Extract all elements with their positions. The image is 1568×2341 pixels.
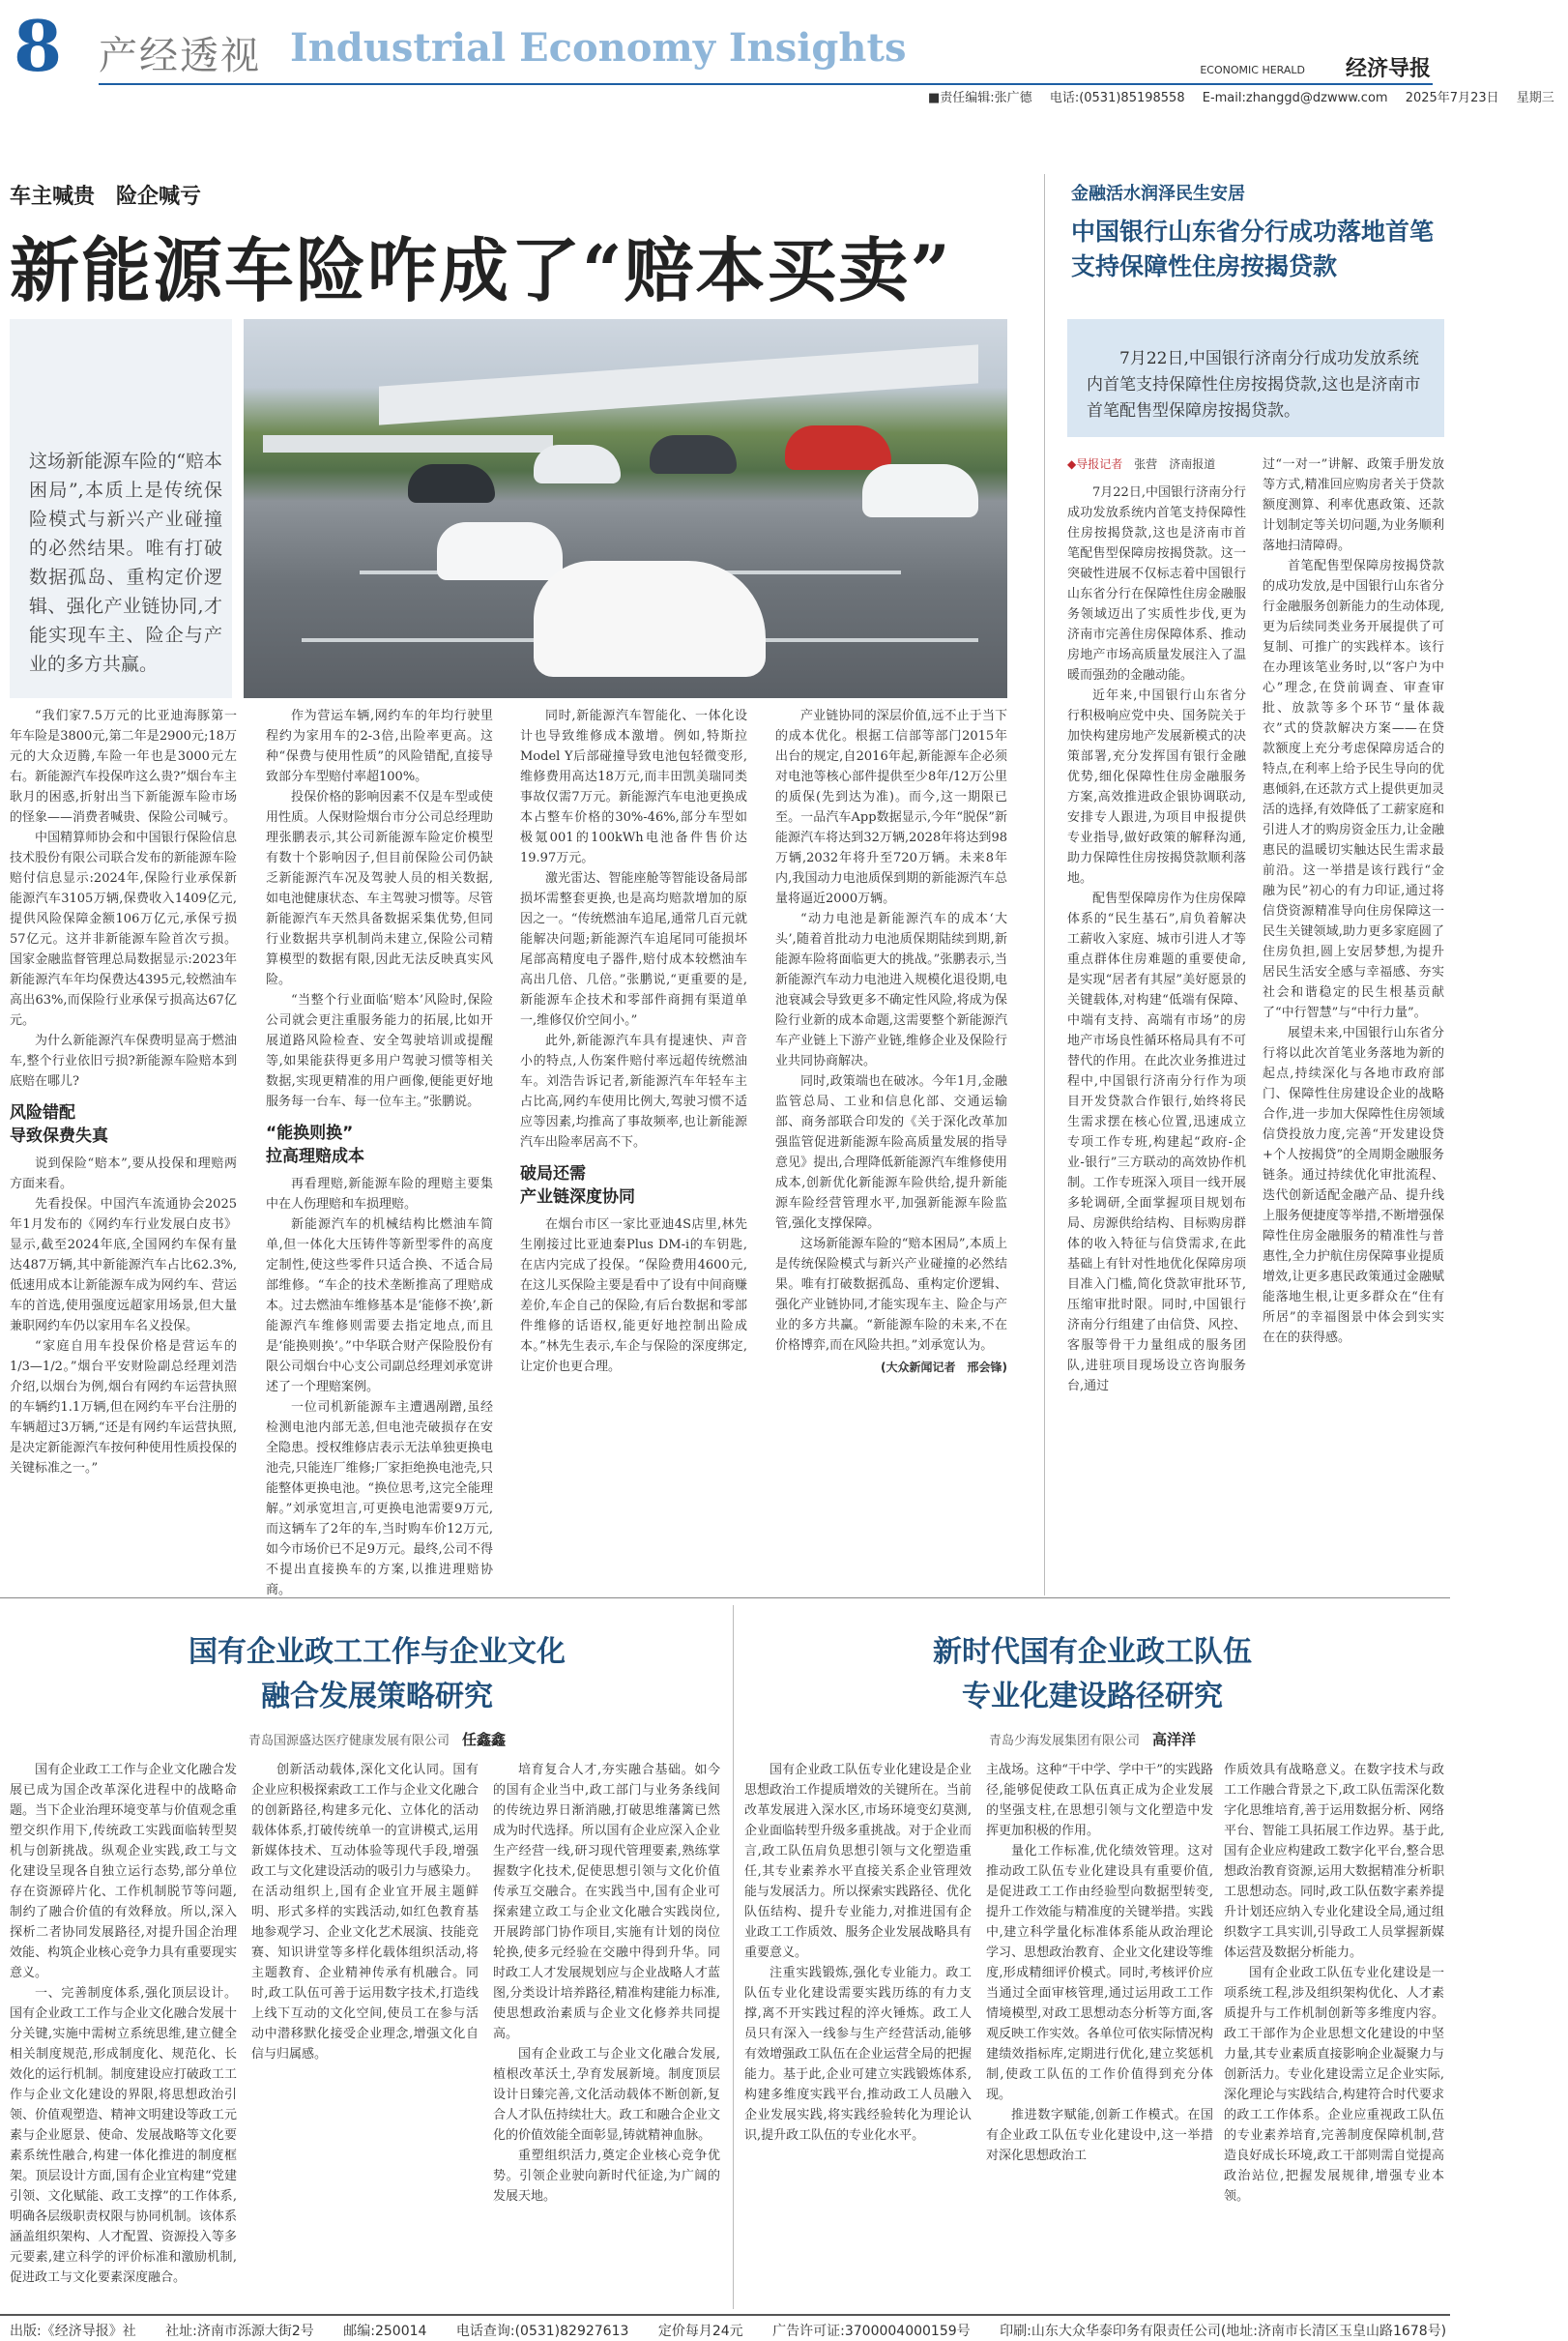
- date: 2025年7月23日: [1405, 91, 1499, 105]
- footer-bar: [0, 2314, 1450, 2341]
- section-title-en: Industrial Economy Insights: [290, 25, 907, 71]
- paragraph: 创新活动载体,深化文化认同。国有企业应积极探索政工工作与企业文化融合的创新路径,构建多元化、立体化的活动载体体系,打破传统单一的宣讲模式,运用新媒体技术、互动体验等现代手段,增强政工与文化建设活动的吸引力与感染力。在活动组织上,国有企业宜开展主题鲜明、形式多样的实践活动,如红色教育基地参观学习、企业文化艺术展演、技能竞赛、知识讲堂等多样化载体组织活动,将主题教育、企业精神传承有机融合。同时,政工队伍可善于运用数字技术,打造线上线下互动的文化空间,使员工在参与活动中潜移默化接受企业理念,增强文化自信与归属感。: [251, 1763, 479, 2062]
- author-org: 青岛国源盛达医疗健康发展有限公司: [247, 1734, 450, 1748]
- bottom-left-col-3: [493, 1760, 720, 2207]
- section-divider: [0, 1597, 1450, 1598]
- paragraph: “动力电池是新能源汽车的成本‘大头’,随着首批动力电池质保期陆续到期,新能源车险将面临更大的挑战。”张鹏表示,当新能源汽车动力电池进入规模化退役期,电池衰减会导致更多不确定性风险,将成为保险行业新的成本命题,这需要整个新能源汽车产业链上下游产业链,维修企业及保险行业共同协商解决。: [775, 912, 1007, 1068]
- photo-canopy: [379, 344, 978, 424]
- bottom-left-title: [29, 1630, 725, 1719]
- paragraph: 展望未来,中国银行山东省分行将以此次首笔业务落地为新的起点,持续深化与各地市政府部门、保障性住房建设企业的战略合作,进一步加大保障性住房领域信贷投放力度,完善“开发建设贷+个人按揭贷”的全周期金融服务链条。通过持续优化审批流程、迭代创新适配金融产品、提升线上服务便捷度等举措,不断增强保障性住房金融服务的精准性与普惠性,全力护航住房保障事业提质增效,让更多惠民政策通过金融赋能落地生根,让更多群众在“住有所居”的幸福图景中体会到实实在在的获得感。: [1263, 1026, 1444, 1345]
- column-divider: [1044, 174, 1045, 1595]
- masthead-rule: [99, 83, 1433, 85]
- subhead: 破局还需 产业链深度协同: [520, 1164, 635, 1207]
- paragraph: 先看投保。中国汽车流通协会2025年1月发布的《网约车行业发展白皮书》显示,截至2024年底,全国网约车保有量达487万辆,其中新能源汽车占比62.3%,低速用成本让新能源车成为网约车、营运车的首选,使用强度远超家用场景,但大量兼职网约车仍以家用车名义投保。: [10, 1197, 237, 1333]
- photo-car: [650, 435, 737, 474]
- photo-canopy: [263, 435, 553, 453]
- photo-car: [534, 445, 621, 483]
- title-line: 新时代国有企业政工队伍: [933, 1635, 1252, 1669]
- main-story-col-4: [775, 706, 1007, 1378]
- paragraph: 作为营运车辆,网约车的年均行驶里程约为家用车的2-3倍,出险率更高。这种“保费与使用性质”的风险错配,直接导致部分车型赔付率超100%。: [266, 709, 493, 784]
- paragraph: 说到保险“赔本”,要从投保和理赔两方面来看。: [10, 1156, 237, 1191]
- footer-phone: 电话查询:(0531)82927613: [455, 2324, 629, 2339]
- side-story-col-2: [1263, 454, 1444, 1348]
- footer-publisher: 出版:《经济导报》社: [10, 2324, 136, 2339]
- paper-name-cn: 经济导报: [1345, 57, 1431, 81]
- main-story-col-1: [10, 706, 237, 1478]
- side-story-kicker: 金融活水润泽民生安居: [1071, 184, 1245, 204]
- paragraph: 激光雷达、智能座舱等智能设备局部损坏需整套更换,也是高均赔款增加的原因之一。“传统燃油车追尾,通常几百元就能解决问题;新能源汽车追尾同可能损坏尾部高精度电子器件,赔付成本较燃油车高出几倍、几倍。”张鹏说,“更重要的是,新能源车企技术和零部件商拥有渠道单一,维修仅价空间小。”: [520, 871, 747, 1028]
- paragraph: 注重实践锻炼,强化专业能力。政工队伍专业化建设需要实践历练的有力支撑,离不开实践过程的淬火锤炼。政工人员只有深入一线参与生产经营活动,能够有效增强政工队伍在企业运营全局的把握能力。基于此,企业可建立实践锻炼体系,构建多维度实践平台,推动政工人员融入企业发展实践,将实践经验转化为理论认识,提升政工队伍的专业化水平。: [744, 1966, 972, 2143]
- side-story-lead: 7月22日,中国银行济南分行成功发放系统内首笔支持保障性住房按揭贷款,这也是济南市首笔配售型保障房按揭贷款。: [1067, 319, 1444, 437]
- subhead: “能换则换” 拉高理赔成本: [266, 1124, 364, 1166]
- bottom-left-col-1: [10, 1760, 237, 2288]
- side-story-col-1: [1067, 454, 1246, 1396]
- subhead: 风险错配 导致保费失真: [10, 1103, 108, 1146]
- paragraph: 国有企业政工工作与企业文化融合发展已成为国企改革深化进程中的战略命题。当下企业治理环境变革与价值观念重塑交织作用下,传统政工实践面临转型契机与创新挑战。纵观企业实践,政工与文化建设呈现各自独立运行态势,部分单位存在资源碎片化、工作机制脱节等问题,制约了融合价值的有效释放。所以,深入探析二者协同发展路径,对提升国企治理效能、构筑企业核心竞争力具有重要现实意义。: [10, 1763, 237, 1980]
- paragraph: 此外,新能源汽车具有提速快、声音小的特点,人伤案件赔付率远超传统燃油车。刘浩告诉记者,新能源汽车年轻车主占比高,网约车使用比例大,驾驶习惯不适应等因素,均推高了事故频率,也让新能源汽车出险率居高不下。: [520, 1034, 747, 1150]
- footer-price: 定价每月24元: [657, 2324, 743, 2339]
- footer-printer: 印刷:山东大众华泰印务有限责任公司(地址:济南市长清区玉皇山路1678号): [1000, 2324, 1447, 2339]
- paragraph: “当整个行业面临‘赔本’风险时,保险公司就会更注重服务能力的拓展,比如开展道路风险检查、安全驾驶培训或提醒等,如果能获得更多用户驾驶习惯等相关数据,实现更精准的用户画像,便能更好地服务每一台车、每一位车主。”张鹏说。: [266, 993, 493, 1109]
- section-title-cn: 产经透视: [99, 34, 261, 78]
- paragraph: 新能源汽车的机械结构比燃油车简单,但一体化大压铸件等新型零件的高度定制性,使这些零件只适合换、不适合局部维修。“车企的技术垄断推高了理赔成本。过去燃油车维修基本是‘能修不换’,新能源汽车维修则需要去指定地点,而且是‘能换则换’。”中华联合财产保险股份有限公司烟台中心支公司副总经理刘承宽讲述了一个理赔案例。: [266, 1217, 493, 1394]
- photo-car: [862, 464, 978, 517]
- weekday: 星期三: [1516, 91, 1554, 105]
- author-org: 青岛少海发展集团有限公司: [988, 1734, 1140, 1748]
- bottom-left-col-2: [251, 1760, 479, 2064]
- byline-tag: ◆导报记者: [1067, 457, 1123, 471]
- bottom-left-author: [29, 1729, 725, 1749]
- charging-station-photo: [244, 319, 1007, 698]
- paragraph: 国有企业政工队伍专业化建设是企业思想政治工作提质增效的关键所在。当前改革发展进入深水区,市场环境变幻莫测,企业面临转型升级多重挑战。对于企业而言,政工队伍肩负思想引领与文化塑造重任,其专业素养水平直接关系企业管理效能与发展活力。所以探索实践路径、优化队伍结构、提升专业能力,对推进国有企业政工工作质效、服务企业发展战略具有重要意义。: [744, 1763, 972, 1960]
- main-story-lead: 这场新能源车险的“赔本困局”,本质上是传统保险模式与新兴产业碰撞的必然结果。唯有打破数据孤岛、重构定价逻辑、强化产业链协同,才能实现车主、险企与产业的多方共赢。: [29, 451, 222, 675]
- editor: ■责任编辑:张广德: [928, 91, 1032, 105]
- paragraph: 主战场。这种“干中学、学中干”的实践路径,能够促使政工队伍真正成为企业发展的坚强支柱,在思想引领与文化塑造中发挥更加积极的作用。: [986, 1763, 1213, 1838]
- paragraph: 量化工作标准,优化绩效管理。这对推动政工队伍专业化建设具有重要价值,是促进政工工作由经验型向数据型转变,提升工作效能与精准度的关键举措。实践中,建立科学量化标准体系能从政治理论学习、思想政治教育、企业文化建设等维度,形成精细评价模式。同时,考核评价应当通过全面审核管理,通过运用政工工作情境模型,对政工思想动态分析等方面,客观反映工作实效。各单位可依实际情况构建绩效指标库,定期进行优化,建立奖惩机制,使政工队伍的工作价值得到充分体现。: [986, 1844, 1213, 2102]
- column-divider: [733, 1605, 734, 2309]
- paragraph: 国有企业政工与企业文化融合发展,植根改革沃土,孕育发展新境。制度顶层设计日臻完善,文化活动载体不断创新,复合人才队伍持续壮大。政工和融合企业文化的价值效能全面彰显,铸就精神血脉。: [493, 2047, 720, 2143]
- paragraph: 推进数字赋能,创新工作模式。在国有企业政工队伍专业化建设中,这一举措对深化思想政治工: [986, 2108, 1213, 2163]
- title-line: 专业化建设路径研究: [962, 1680, 1223, 1713]
- page-number: 8: [14, 5, 63, 87]
- editor-info-bar: [928, 87, 1568, 105]
- author-name: 任鑫鑫: [462, 1731, 507, 1748]
- paragraph: 这场新能源车险的“赔本困局”,本质上是传统保险模式与新兴产业碰撞的必然结果。唯有打破数据孤岛、重构定价逻辑、强化产业链协同,才能实现车主、险企与产业的多方共赢。“新能源车险的未来,不在价格博弈,而在风险共担。”刘承宽认为。: [775, 1237, 1007, 1353]
- paragraph: 作质效具有战略意义。在数字技术与政工工作融合背景之下,政工队伍需深化数字化思维培育,善于运用数据分析、网络平台、智能工具拓展工作边界。基于此,国有企业应构建政工数字化平台,整合思想政治教育资源,运用大数据精准分析职工思想动态。同时,政工队伍数字素养提升计划还应纳入专业化建设全局,通过组织数字工具实训,引导政工人员掌握新媒体运营及数据分析能力。: [1224, 1763, 1444, 1960]
- bottom-right-col-2: [986, 1760, 1213, 2166]
- paragraph: 一位司机新能源车主遭遇剐蹭,虽经检测电池内部无恙,但电池壳破损存在安全隐患。授权维修店表示无法单独更换电池壳,只能连厂维修;厂家拒绝换电池壳,只能整体更换电池。“换位思考,这完全能理解。”刘承宽坦言,可更换电池需要9万元,而这辆车了2年的车,当时购车价12万元,如今市场价已不足9万元。最终,公司不得不提出直接换车的方案,以推进理赔协商。: [266, 1400, 493, 1597]
- signature: (大众新闻记者 邢会锋): [881, 1361, 1007, 1374]
- title-line: 国有企业政工工作与企业文化: [189, 1635, 566, 1669]
- main-story-col-2: [266, 706, 493, 1600]
- bottom-right-title: [744, 1630, 1440, 1719]
- paragraph: 培育复合人才,夯实融合基础。如今的国有企业当中,政工部门与业务条线间的传统边界日渐消融,打破思维藩篱已然成为时代选择。所以国有企业应深入企业生产经营一线,研习现代管理要素,熟练掌握数字化技术,促使思想引领与文化价值传承互交融合。在实践当中,国有企业可探索建立政工与企业文化融合实践岗位,开展跨部门协作项目,实施有计划的岗位轮换,使多元经验在交融中得到升华。同时政工人才发展规划应与企业战略人才蓝图,分类设计培养路径,精准构建能力标准,使思想政治素质与企业文化修养共同提高。: [493, 1763, 720, 2041]
- main-story-headline: 新能源车险咋成了“赔本买卖”: [10, 229, 952, 311]
- bottom-right-col-1: [744, 1760, 972, 2146]
- paragraph: 重塑组织活力,奠定企业核心竞争优势。引领企业驶向新时代征途,为广阔的发展天地。: [493, 2149, 720, 2204]
- bottom-right-col-3: [1224, 1760, 1444, 2207]
- paragraph: 再看理赔,新能源车险的理赔主要集中在人伤理赔和车损理赔。: [266, 1177, 493, 1212]
- title-line: 融合发展策略研究: [261, 1680, 493, 1713]
- byline-name: 张营 济南报道: [1134, 457, 1216, 471]
- bottom-right-author: [744, 1729, 1440, 1749]
- paragraph: 中国精算师协会和中国银行保险信息技术股份有限公司联合发布的新能源车险赔付信息显示:2024年,保险行业承保新能源汽车3105万辆,保费收入1409亿元,提供风险保障金额106万亿元,承保亏损57亿元。这并非新能源车险首次亏损。国家金融监督管理总局数据显示:2023年新能源汽车年均保费达4395元,较燃油车高出63%,而保险行业承保亏损高达67亿元。: [10, 831, 237, 1028]
- paragraph: “我们家7.5万元的比亚迪海豚第一年车险是3800元,第二年是2900元;18万元的大众迈腾,车险一年也是3000元左右。新能源汽车投保咋这么贵?”烟台车主耿月的困惑,折射出当下新能源车险市场的怪象——消费者喊贵、保险公司喊亏。: [10, 709, 237, 825]
- paragraph: 为什么新能源汽车保费明显高于燃油车,整个行业依旧亏损?新能源车险赔本到底赔在哪儿?: [10, 1034, 237, 1089]
- main-story-kicker: 车主喊贵 险企喊亏: [10, 185, 202, 209]
- author-name: 高洋洋: [1152, 1731, 1197, 1748]
- paragraph: 产业链协同的深层价值,远不止于当下的成本优化。根据工信部等部门2015年出台的规定,自2016年起,新能源车企必须对电池等核心部件提供至少8年/12万公里的质保(先到达为准)。而今,这一期限已至。一品汽车App数据显示,今年“脱保”新能源汽车将达到32万辆,2028年将达到98万辆,2032年将升至720万辆。未来8年内,我国动力电池质保到期的新能源汽车总量将逼近2000万辆。: [775, 709, 1007, 906]
- photo-car: [437, 522, 563, 580]
- phone: 电话:(0531)85198558: [1049, 91, 1185, 105]
- paragraph: 国有企业政工队伍专业化建设是一项系统工程,涉及组织架构优化、人才素质提升与工作机制创新等多维度内容。政工干部作为企业思想文化建设的中坚力量,其专业素质直接影响企业凝聚力与创新活力。专业化建设需立足企业实际,深化理论与实践结合,构建符合时代要求的政工工作体系。企业应重视政工队伍的专业素养培育,完善制度保障机制,营造良好成长环境,政工干部则需自觉提高政治站位,把握发展规律,增强专业本领。: [1224, 1966, 1444, 2204]
- footer-address: 社址:济南市泺源大街2号: [165, 2324, 314, 2339]
- photo-car: [785, 425, 891, 470]
- paragraph: 7月22日,中国银行济南分行成功发放系统内首笔支持保障性住房按揭贷款,这也是济南市首笔配售型保障房按揭贷款。这一突破性进展不仅标志着中国银行山东省分行在保障性住房金融服务领域迈出了实质性步伐,更为济南市完善住房保障体系、推动房地产市场高质量发展注入了温暖而强劲的金融动能。: [1067, 485, 1246, 683]
- paper-name-en: ECONOMIC HERALD: [1200, 64, 1305, 76]
- masthead: [0, 0, 1554, 105]
- paragraph: 近年来,中国银行山东省分行积极响应党中央、国务院关于加快构建房地产发展新模式的决策部署,充分发挥国有银行金融优势,细化保障性住房金融服务方案,高效推进政企银协调联动,安排专人跟进,为项目申报提供专业指导,做好政策的解释沟通,助力保障性住房按揭贷款顺利落地。: [1067, 688, 1246, 886]
- photo-car: [408, 464, 495, 503]
- paragraph: 首笔配售型保障房按揭贷款的成功发放,是中国银行山东省分行金融服务创新能力的生动体现,更为后续同类业务开展提供了可复制、可推广的实践样本。该行在办理该笔业务时,以“客户为中心”理念,在贷前调查、审查审批、放款等多个环节“量体裁衣”式的贷款解决方案——在贷款额度上充分考虑保障房适合的特点,在利率上给予民生导向的优惠倾斜,在还款方式上提供更加灵活的选择,有效降低了工薪家庭和引进人才的购房资金压力,让金融惠民的温暖切实触达民生需求最前沿。这一举措是该行践行“金融为民”初心的有力印证,通过将信贷资源精准导向住房保障这一民生关键领域,助力更多家庭圆了住房负担,圆上安居梦想,为提升居民生活安全感与幸福感、夯实社会和谐稳定的民生根基贡献了“中行智慧”与“中行力量”。: [1263, 559, 1444, 1020]
- paragraph: 配售型保障房作为住房保障体系的“民生基石”,肩负着解决工薪收入家庭、城市引进人才等重点群体住房难题的重要使命,是实现“居者有其屋”美好愿景的关键载体,对构建“低端有保障、中端有支持、高端有市场”的房地产市场良性循环格局具有不可替代的作用。在此次业务推进过程中,中国银行济南分行作为项目开发贷款合作银行,始终将民生需求摆在核心位置,迅速成立专项工作专班,构建起“政府-企业-银行”三方联动的高效协作机制。工作专班深入项目一线开展多轮调研,全面掌握项目规划布局、房源供给结构、目标购房群体的收入特征与信贷需求,在此基础上有针对性地优化保障房项目准入门槛,简化贷款审批环节,压缩审批时限。同时,中国银行济南分行组建了由信贷、风控、客服等骨干力量组成的服务团队,进驻项目现场设立咨询服务台,通过: [1067, 892, 1246, 1393]
- footer-ad-license: 广告许可证:3700004000159号: [772, 2324, 971, 2339]
- paragraph: 过“一对一”讲解、政策手册发放等方式,精准回应购房者关于贷款额度测算、利率优惠政策、还款计划制定等关切问题,为业务顺利落地扫清障碍。: [1263, 457, 1444, 553]
- email: E-mail:zhanggd@dzwww.com: [1202, 91, 1388, 105]
- side-story-headline: 中国银行山东省分行成功落地首笔支持保障性住房按揭贷款: [1071, 218, 1435, 280]
- photo-car-white: [534, 561, 766, 677]
- paragraph: 同时,政策端也在破冰。今年1月,金融监管总局、工业和信息化部、交通运输部、商务部联合印发的《关于深化改革加强监管促进新能源车险高质量发展的指导意见》提出,合理降低新能源汽车维修使用成本,创新优化新能源车险供给,提升新能源车险经营管理水平,加强新能源车险监管,强化支撑保障。: [775, 1074, 1007, 1231]
- paragraph: 投保价格的影响因素不仅是车型或使用性质。人保财险烟台市分公司总经理助理张鹏表示,其公司新能源车险定价模型有数十个影响因子,但目前保险公司仍缺乏新能源汽车况及驾驶人员的相关数据,如电池健康状态、车主驾驶习惯等。尽管新能源汽车天然具备数据采集优势,但同行业数据共享机制尚未建立,保险公司精算模型的数据有限,因此无法反映真实风险。: [266, 790, 493, 987]
- paragraph: “家庭自用车投保价格是营运车的1/3—1/2。”烟台平安财险副总经理刘浩介绍,以烟台为例,烟台有网约车运营执照的车辆约1.1万辆,但在网约车平台注册的车辆超过3万辆,“还是有网约车运营执照,是决定新能源汽车按何种使用性质投保的关键标准之一。”: [10, 1339, 237, 1476]
- paragraph: 在烟台市区一家比亚迪4S店里,林先生刚接过比亚迪秦Plus DM-i的车钥匙,在店内完成了投保。“保险费用4600元,在这儿买保险主要是看中了设有中间商赚差价,车企自己的保险,有后台数据和零部件维修的话语权,能更好地控制出险成本。”林先生表示,车企与保险的深度绑定,让定价也更合理。: [520, 1217, 747, 1374]
- footer-postcode: 邮编:250014: [343, 2324, 427, 2339]
- paragraph: 同时,新能源汽车智能化、一体化设计也导致维修成本激增。例如,特斯拉Model Y后部碰撞导致电池包轻微变形,维修费用高达18万元,而丰田凯美瑞同类事故仅需7万元。新能源汽车电池更换成本占整车价格的30%-46%,部分车型如极氪001的100kWh电池备件售价达19.97万元。: [520, 709, 747, 865]
- paragraph: 一、完善制度体系,强化顶层设计。国有企业政工工作与企业文化融合发展十分关键,实施中需树立系统思维,建立健全相关制度规范,形成制度化、规范化、长效化的运行机制。制度建设应打破政工工作与企业文化建设的界限,将思想政治引领、价值观塑造、精神文明建设等政工元素与企业愿景、使命、发展战略等文化要素系统性融合,构建一体化推进的制度框架。顶层设计方面,国有企业宜构建“党建引领、文化赋能、政工支撑”的工作体系,明确各层级职责权限与协同机制。该体系涵盖组织架构、人才配置、资源投入等多元要素,建立科学的评价标准和激励机制,促进政工与文化要素深度融合。: [10, 1986, 237, 2285]
- main-story-col-3: [520, 706, 747, 1377]
